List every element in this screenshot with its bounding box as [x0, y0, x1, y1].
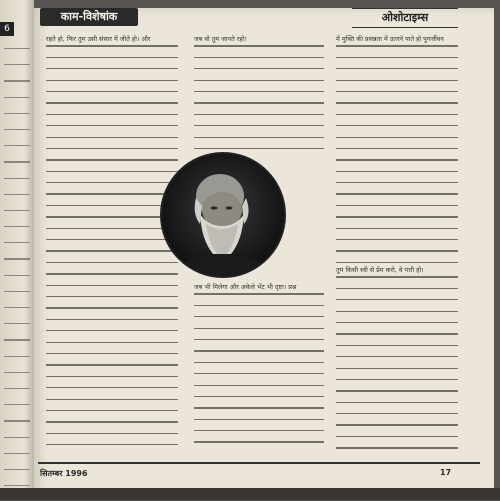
article-column-middle-top — [194, 34, 324, 159]
article-column-middle-bottom — [194, 282, 324, 453]
magazine-name: ओशोटाइम्स — [352, 8, 458, 28]
article-column-right-bottom — [336, 265, 458, 459]
previous-page-badge: 6 — [0, 22, 14, 36]
previous-page-edge — [0, 0, 34, 500]
column-first-line: रहते हो, फिर तुम उसी संसार में जीते हो। और — [46, 35, 151, 43]
portrait-photo-icon — [160, 152, 286, 278]
previous-page-text — [4, 48, 30, 501]
footer-rule — [38, 462, 480, 464]
section-label: काम-विशेषांक — [40, 8, 138, 26]
article-column-left — [46, 34, 178, 455]
background-shadow — [0, 488, 500, 500]
article-column-right-top — [336, 34, 458, 273]
column-first-line: में मुक्ति की प्रसन्नता में उतरने पाते हो पुनर्जीवन — [336, 35, 444, 43]
column-first-line: तुम किसी स्त्री से प्रेम करो, वे पत्ती हो। — [336, 266, 424, 274]
footer-month-year: सितम्बर 1996 — [40, 469, 88, 478]
column-first-line: जब वो तुम जानते रहो! — [194, 35, 247, 43]
column-first-line: जब भी मिलेगा और अकेले भेंट भी दृष्टा। प्रश्न — [194, 283, 297, 291]
page-number: 17 — [440, 468, 452, 477]
